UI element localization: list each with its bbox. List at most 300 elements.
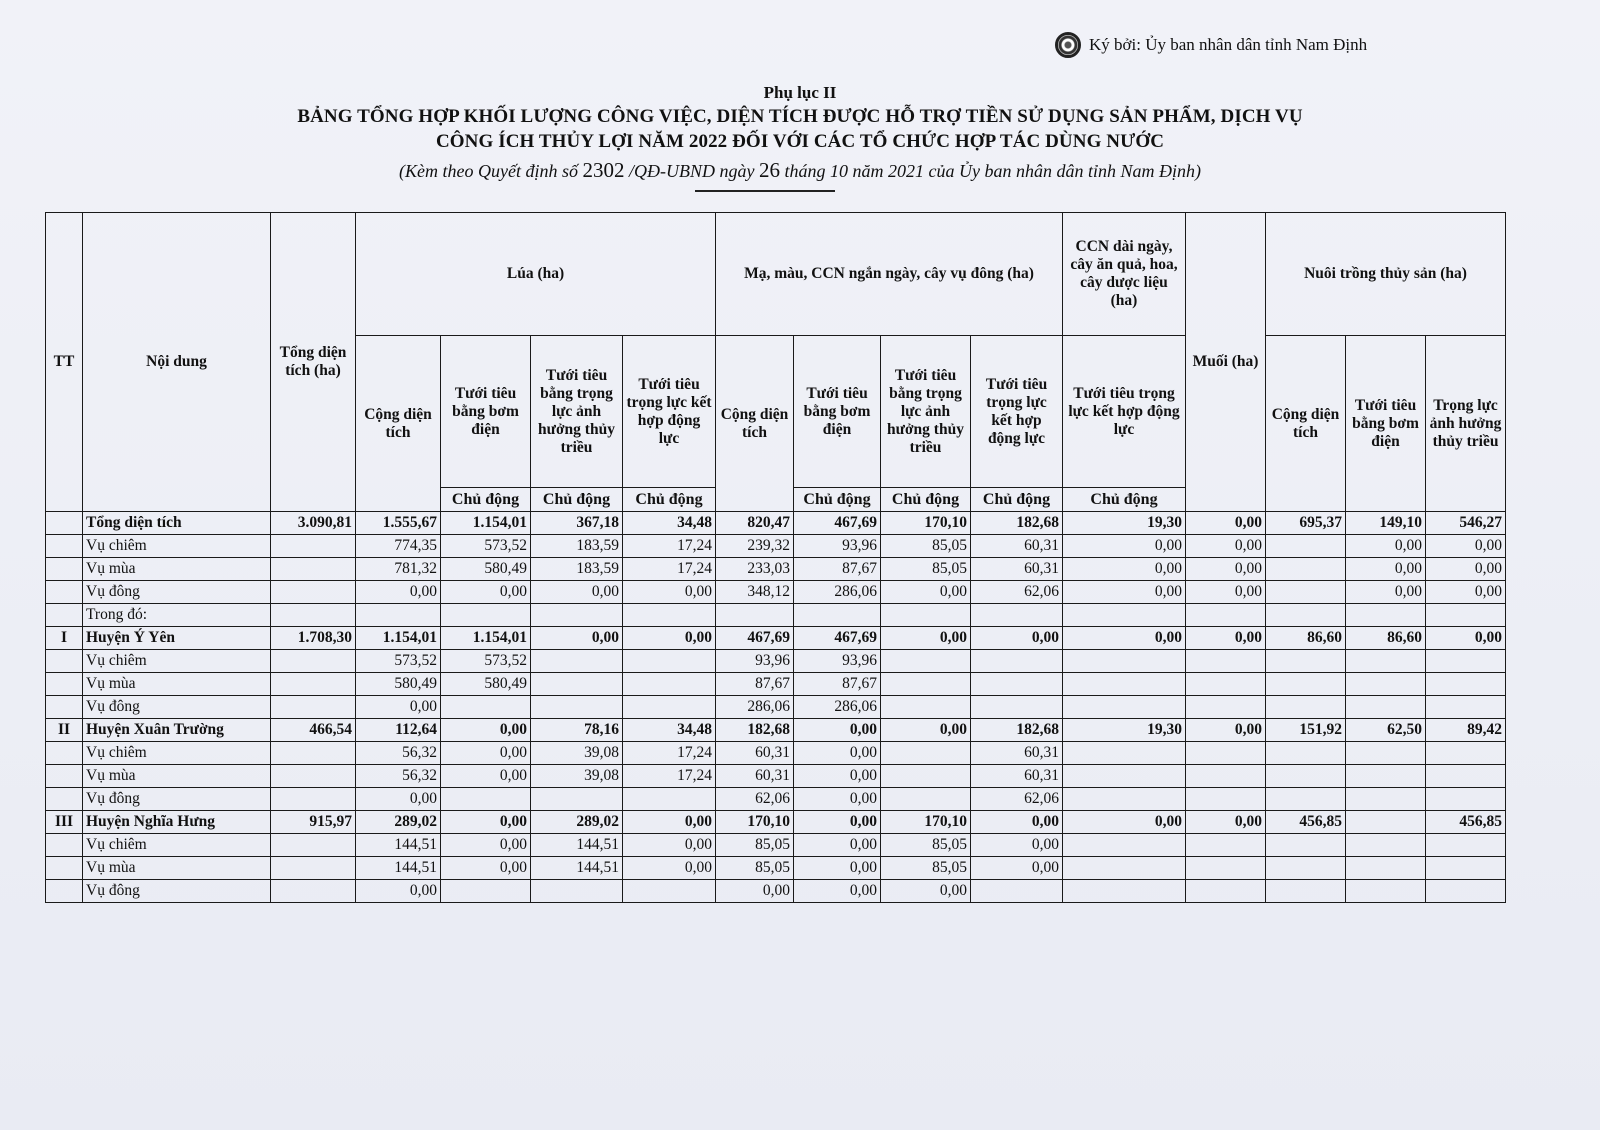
value-cell: 0,00 xyxy=(441,857,531,880)
value-cell xyxy=(271,558,356,581)
table-row xyxy=(46,834,1506,857)
value-cell xyxy=(271,535,356,558)
row-index: II xyxy=(46,719,83,742)
value-cell: 0,00 xyxy=(794,788,881,811)
header-longterm: CCN dài ngày, cây ăn quả, hoa, cây dược liệu (ha) xyxy=(1063,213,1186,336)
table-row xyxy=(46,512,1506,535)
value-cell: 456,85 xyxy=(1266,811,1346,834)
value-cell: 0,00 xyxy=(716,880,794,903)
value-cell: 85,05 xyxy=(716,834,794,857)
value-cell: 144,51 xyxy=(531,834,623,857)
value-cell: 39,08 xyxy=(531,742,623,765)
value-cell xyxy=(1063,788,1186,811)
value-cell: 19,30 xyxy=(1063,512,1186,535)
header-salt: Muối (ha) xyxy=(1186,213,1266,512)
value-cell xyxy=(881,650,971,673)
value-cell: 0,00 xyxy=(1186,811,1266,834)
table-row xyxy=(46,719,1506,742)
value-cell: 17,24 xyxy=(623,765,716,788)
value-cell: 0,00 xyxy=(531,581,623,604)
header-active: Chủ động xyxy=(1063,488,1186,512)
value-cell: 34,48 xyxy=(623,512,716,535)
value-cell: 0,00 xyxy=(1186,558,1266,581)
value-cell: 0,00 xyxy=(356,880,441,903)
value-cell: 60,31 xyxy=(716,742,794,765)
table-row xyxy=(46,696,1506,719)
value-cell xyxy=(1063,696,1186,719)
value-cell xyxy=(1426,834,1506,857)
value-cell xyxy=(623,696,716,719)
value-cell: 89,42 xyxy=(1426,719,1506,742)
value-cell xyxy=(623,650,716,673)
table-row xyxy=(46,811,1506,834)
value-cell: 0,00 xyxy=(1186,719,1266,742)
value-cell: 0,00 xyxy=(1186,535,1266,558)
value-cell xyxy=(1186,650,1266,673)
value-cell: 93,96 xyxy=(794,650,881,673)
row-index: III xyxy=(46,811,83,834)
value-cell: 0,00 xyxy=(623,811,716,834)
value-cell: 170,10 xyxy=(881,512,971,535)
value-cell: 573,52 xyxy=(441,535,531,558)
value-cell xyxy=(1063,650,1186,673)
value-cell: 85,05 xyxy=(716,857,794,880)
value-cell: 17,24 xyxy=(623,535,716,558)
row-label: Tổng diện tích xyxy=(83,512,271,535)
header-crops-sum: Cộng diện tích xyxy=(716,336,794,512)
row-index xyxy=(46,742,83,765)
value-cell: 467,69 xyxy=(794,627,881,650)
value-cell: 0,00 xyxy=(1063,811,1186,834)
value-cell xyxy=(441,696,531,719)
table-row xyxy=(46,742,1506,765)
value-cell: 0,00 xyxy=(441,765,531,788)
value-cell: 0,00 xyxy=(1063,581,1186,604)
value-cell xyxy=(881,788,971,811)
value-cell: 182,68 xyxy=(716,719,794,742)
value-cell: 0,00 xyxy=(356,581,441,604)
table-row xyxy=(46,558,1506,581)
value-cell: 85,05 xyxy=(881,535,971,558)
value-cell: 0,00 xyxy=(794,742,881,765)
value-cell xyxy=(1346,742,1426,765)
row-label: Vụ mùa xyxy=(83,558,271,581)
row-label: Vụ chiêm xyxy=(83,535,271,558)
value-cell xyxy=(1346,880,1426,903)
value-cell: 0,00 xyxy=(441,742,531,765)
value-cell: 0,00 xyxy=(623,857,716,880)
value-cell xyxy=(1186,857,1266,880)
value-cell xyxy=(1186,604,1266,627)
row-index xyxy=(46,535,83,558)
value-cell: 0,00 xyxy=(794,880,881,903)
table-row xyxy=(46,788,1506,811)
value-cell: 60,31 xyxy=(971,535,1063,558)
value-cell xyxy=(1063,857,1186,880)
row-label: Huyện Nghĩa Hưng xyxy=(83,811,271,834)
digital-signature xyxy=(1055,32,1367,58)
value-cell: 233,03 xyxy=(716,558,794,581)
value-cell xyxy=(1266,742,1346,765)
row-label: Vụ đông xyxy=(83,880,271,903)
value-cell: 0,00 xyxy=(1186,581,1266,604)
table-row xyxy=(46,581,1506,604)
value-cell xyxy=(881,765,971,788)
value-cell xyxy=(531,880,623,903)
value-cell xyxy=(1266,834,1346,857)
value-cell: 580,49 xyxy=(441,558,531,581)
value-cell: 60,31 xyxy=(971,765,1063,788)
value-cell: 289,02 xyxy=(356,811,441,834)
value-cell xyxy=(1346,857,1426,880)
row-label: Vụ đông xyxy=(83,696,271,719)
value-cell xyxy=(794,604,881,627)
header-active: Chủ động xyxy=(623,488,716,512)
value-cell xyxy=(1266,673,1346,696)
header-longterm-combined: Tưới tiêu trọng lực kết hợp động lực xyxy=(1063,336,1186,488)
value-cell: 0,00 xyxy=(971,627,1063,650)
header-active: Chủ động xyxy=(531,488,623,512)
value-cell xyxy=(716,604,794,627)
value-cell: 183,59 xyxy=(531,558,623,581)
value-cell xyxy=(441,880,531,903)
value-cell xyxy=(881,604,971,627)
header-crops: Mạ, màu, CCN ngắn ngày, cây vụ đông (ha) xyxy=(716,213,1063,336)
value-cell: 0,00 xyxy=(794,811,881,834)
value-cell: 0,00 xyxy=(623,581,716,604)
value-cell xyxy=(1266,535,1346,558)
value-cell xyxy=(1266,650,1346,673)
value-cell: 0,00 xyxy=(971,811,1063,834)
value-cell xyxy=(271,880,356,903)
value-cell: 144,51 xyxy=(531,857,623,880)
value-cell xyxy=(1063,834,1186,857)
value-cell: 0,00 xyxy=(1063,535,1186,558)
value-cell: 0,00 xyxy=(881,719,971,742)
header-total-area: Tổng diện tích (ha) xyxy=(271,213,356,512)
header-content: Nội dung xyxy=(83,213,271,512)
value-cell: 56,32 xyxy=(356,742,441,765)
value-cell: 0,00 xyxy=(971,834,1063,857)
value-cell: 286,06 xyxy=(794,696,881,719)
row-index xyxy=(46,696,83,719)
value-cell: 17,24 xyxy=(623,742,716,765)
value-cell: 182,68 xyxy=(971,512,1063,535)
header-rice-sum: Cộng diện tích xyxy=(356,336,441,512)
value-cell: 3.090,81 xyxy=(271,512,356,535)
value-cell xyxy=(1186,696,1266,719)
row-label: Trong đó: xyxy=(83,604,271,627)
value-cell: 62,06 xyxy=(971,581,1063,604)
value-cell: 1.555,67 xyxy=(356,512,441,535)
value-cell xyxy=(1266,880,1346,903)
value-cell: 112,64 xyxy=(356,719,441,742)
row-index xyxy=(46,834,83,857)
row-index xyxy=(46,673,83,696)
value-cell xyxy=(1346,765,1426,788)
row-label: Vụ chiêm xyxy=(83,650,271,673)
value-cell: 695,37 xyxy=(1266,512,1346,535)
value-cell: 0,00 xyxy=(623,627,716,650)
value-cell xyxy=(971,696,1063,719)
value-cell: 86,60 xyxy=(1266,627,1346,650)
value-cell: 85,05 xyxy=(881,857,971,880)
row-label: Vụ mùa xyxy=(83,673,271,696)
value-cell xyxy=(531,673,623,696)
header-crops-combined: Tưới tiêu trọng lực kết hợp động lực xyxy=(971,336,1063,488)
value-cell xyxy=(1186,834,1266,857)
value-cell: 0,00 xyxy=(1426,535,1506,558)
header-active: Chủ động xyxy=(881,488,971,512)
value-cell: 0,00 xyxy=(881,880,971,903)
value-cell: 78,16 xyxy=(531,719,623,742)
value-cell: 0,00 xyxy=(794,834,881,857)
value-cell: 0,00 xyxy=(971,857,1063,880)
value-cell: 87,67 xyxy=(794,558,881,581)
header-aqua-tidal: Trọng lực ảnh hưởng thủy triều xyxy=(1426,336,1506,512)
value-cell xyxy=(1346,834,1426,857)
value-cell: 151,92 xyxy=(1266,719,1346,742)
value-cell xyxy=(881,742,971,765)
value-cell: 0,00 xyxy=(1186,627,1266,650)
value-cell: 93,96 xyxy=(716,650,794,673)
value-cell: 62,06 xyxy=(716,788,794,811)
value-cell: 60,31 xyxy=(716,765,794,788)
value-cell: 56,32 xyxy=(356,765,441,788)
table-row xyxy=(46,535,1506,558)
value-cell: 1.154,01 xyxy=(441,627,531,650)
subtitle-part: /QĐ-UBND ngày xyxy=(624,161,759,181)
title-line-1: BẢNG TỔNG HỢP KHỐI LƯỢNG CÔNG VIỆC, DIỆN TÍCH ĐƯỢC HỖ TRỢ TIỀN SỬ DỤNG SẢN PHẨM, DỊCH VỤ xyxy=(297,106,1303,127)
value-cell: 467,69 xyxy=(716,627,794,650)
value-cell xyxy=(1426,788,1506,811)
value-cell: 289,02 xyxy=(531,811,623,834)
value-cell xyxy=(1346,673,1426,696)
value-cell: 0,00 xyxy=(1426,627,1506,650)
value-cell xyxy=(881,696,971,719)
value-cell xyxy=(1186,788,1266,811)
value-cell xyxy=(623,880,716,903)
value-cell: 183,59 xyxy=(531,535,623,558)
value-cell xyxy=(531,604,623,627)
header-aqua: Nuôi trồng thủy sản (ha) xyxy=(1266,213,1506,336)
value-cell xyxy=(1266,696,1346,719)
value-cell: 0,00 xyxy=(441,811,531,834)
header-rice-tidal: Tưới tiêu bằng trọng lực ảnh hưởng thủy triều xyxy=(531,336,623,488)
value-cell: 87,67 xyxy=(716,673,794,696)
row-index xyxy=(46,765,83,788)
value-cell xyxy=(1346,650,1426,673)
value-cell: 580,49 xyxy=(441,673,531,696)
value-cell xyxy=(1426,857,1506,880)
value-cell: 466,54 xyxy=(271,719,356,742)
value-cell xyxy=(1266,581,1346,604)
value-cell: 182,68 xyxy=(971,719,1063,742)
value-cell: 144,51 xyxy=(356,857,441,880)
value-cell: 19,30 xyxy=(1063,719,1186,742)
value-cell xyxy=(1063,880,1186,903)
header-rice: Lúa (ha) xyxy=(356,213,716,336)
row-index xyxy=(46,880,83,903)
value-cell: 144,51 xyxy=(356,834,441,857)
table-body xyxy=(46,512,1506,903)
value-cell xyxy=(1346,604,1426,627)
title-line-2: CÔNG ÍCH THỦY LỢI NĂM 2022 ĐỐI VỚI CÁC TỔ CHỨC HỢP TÁC DÙNG NƯỚC xyxy=(435,131,1165,152)
row-label: Vụ đông xyxy=(83,581,271,604)
row-index xyxy=(46,558,83,581)
value-cell: 86,60 xyxy=(1346,627,1426,650)
value-cell xyxy=(971,604,1063,627)
value-cell: 0,00 xyxy=(531,627,623,650)
summary-table xyxy=(45,212,1506,903)
value-cell xyxy=(441,788,531,811)
row-label: Vụ chiêm xyxy=(83,834,271,857)
value-cell xyxy=(271,581,356,604)
value-cell: 0,00 xyxy=(794,719,881,742)
value-cell xyxy=(531,788,623,811)
title-underline xyxy=(695,190,835,192)
value-cell: 0,00 xyxy=(794,857,881,880)
value-cell xyxy=(1186,880,1266,903)
value-cell: 348,12 xyxy=(716,581,794,604)
value-cell xyxy=(623,788,716,811)
value-cell: 0,00 xyxy=(1063,558,1186,581)
value-cell xyxy=(1266,765,1346,788)
value-cell xyxy=(271,650,356,673)
value-cell xyxy=(271,765,356,788)
value-cell xyxy=(1426,765,1506,788)
value-cell: 915,97 xyxy=(271,811,356,834)
value-cell xyxy=(1426,742,1506,765)
value-cell xyxy=(971,650,1063,673)
value-cell xyxy=(971,673,1063,696)
table-row xyxy=(46,765,1506,788)
value-cell: 467,69 xyxy=(794,512,881,535)
value-cell xyxy=(1186,673,1266,696)
value-cell xyxy=(1186,742,1266,765)
value-cell xyxy=(441,604,531,627)
value-cell xyxy=(881,673,971,696)
value-cell: 0,00 xyxy=(1346,535,1426,558)
value-cell: 0,00 xyxy=(441,581,531,604)
value-cell xyxy=(531,696,623,719)
value-cell xyxy=(271,788,356,811)
value-cell: 774,35 xyxy=(356,535,441,558)
value-cell: 0,00 xyxy=(1186,512,1266,535)
table-row xyxy=(46,857,1506,880)
value-cell xyxy=(356,604,441,627)
table-row xyxy=(46,604,1506,627)
value-cell: 367,18 xyxy=(531,512,623,535)
value-cell: 1.154,01 xyxy=(356,627,441,650)
value-cell xyxy=(1266,857,1346,880)
value-cell: 62,50 xyxy=(1346,719,1426,742)
value-cell xyxy=(271,696,356,719)
row-label: Vụ mùa xyxy=(83,857,271,880)
value-cell: 0,00 xyxy=(881,627,971,650)
value-cell: 0,00 xyxy=(1426,581,1506,604)
row-label: Huyện Ý Yên xyxy=(83,627,271,650)
value-cell: 170,10 xyxy=(716,811,794,834)
value-cell xyxy=(1426,673,1506,696)
row-label: Vụ mùa xyxy=(83,765,271,788)
row-index xyxy=(46,581,83,604)
value-cell: 0,00 xyxy=(441,719,531,742)
value-cell xyxy=(1426,650,1506,673)
value-cell: 60,31 xyxy=(971,558,1063,581)
value-cell: 93,96 xyxy=(794,535,881,558)
table-row xyxy=(46,627,1506,650)
value-cell: 573,52 xyxy=(356,650,441,673)
value-cell xyxy=(1346,696,1426,719)
value-cell xyxy=(1063,604,1186,627)
header-tt: TT xyxy=(46,213,83,512)
value-cell: 239,32 xyxy=(716,535,794,558)
row-index xyxy=(46,650,83,673)
value-cell: 0,00 xyxy=(1426,558,1506,581)
row-index xyxy=(46,512,83,535)
table-row xyxy=(46,673,1506,696)
value-cell xyxy=(531,650,623,673)
value-cell: 0,00 xyxy=(794,765,881,788)
subtitle-part: (Kèm theo Quyết định số xyxy=(399,161,583,181)
value-cell xyxy=(1426,696,1506,719)
value-cell xyxy=(271,834,356,857)
value-cell: 0,00 xyxy=(881,581,971,604)
value-cell: 286,06 xyxy=(716,696,794,719)
value-cell: 0,00 xyxy=(1346,558,1426,581)
header-crops-tidal: Tưới tiêu bằng trọng lực ảnh hưởng thủy triều xyxy=(881,336,971,488)
header-aqua-pump: Tưới tiêu bằng bơm điện xyxy=(1346,336,1426,512)
value-cell: 149,10 xyxy=(1346,512,1426,535)
header-active: Chủ động xyxy=(971,488,1063,512)
value-cell xyxy=(271,742,356,765)
value-cell xyxy=(623,604,716,627)
value-cell: 820,47 xyxy=(716,512,794,535)
value-cell xyxy=(271,857,356,880)
row-index: I xyxy=(46,627,83,650)
value-cell: 85,05 xyxy=(881,558,971,581)
appendix-label: Phụ lục II xyxy=(763,83,837,102)
row-index xyxy=(46,857,83,880)
row-label: Vụ đông xyxy=(83,788,271,811)
header-active: Chủ động xyxy=(794,488,881,512)
value-cell xyxy=(1063,742,1186,765)
value-cell: 580,49 xyxy=(356,673,441,696)
header-crops-pump: Tưới tiêu bằng bơm điện xyxy=(794,336,881,488)
value-cell xyxy=(971,880,1063,903)
value-cell: 39,08 xyxy=(531,765,623,788)
header-aqua-sum: Cộng diện tích xyxy=(1266,336,1346,512)
value-cell: 1.154,01 xyxy=(441,512,531,535)
table-row xyxy=(46,880,1506,903)
value-cell: 781,32 xyxy=(356,558,441,581)
value-cell: 456,85 xyxy=(1426,811,1506,834)
value-cell: 170,10 xyxy=(881,811,971,834)
value-cell xyxy=(1266,788,1346,811)
value-cell: 62,06 xyxy=(971,788,1063,811)
value-cell: 60,31 xyxy=(971,742,1063,765)
table-row xyxy=(46,650,1506,673)
value-cell xyxy=(1346,811,1426,834)
value-cell xyxy=(1426,880,1506,903)
header-rice-combined: Tưới tiêu trọng lực kết hợp động lực xyxy=(623,336,716,488)
value-cell xyxy=(1346,788,1426,811)
value-cell xyxy=(1063,765,1186,788)
subtitle-part: tháng 10 năm 2021 của Ủy ban nhân dân tỉnh Nam Định) xyxy=(779,161,1201,181)
value-cell: 0,00 xyxy=(1063,627,1186,650)
value-cell xyxy=(271,604,356,627)
